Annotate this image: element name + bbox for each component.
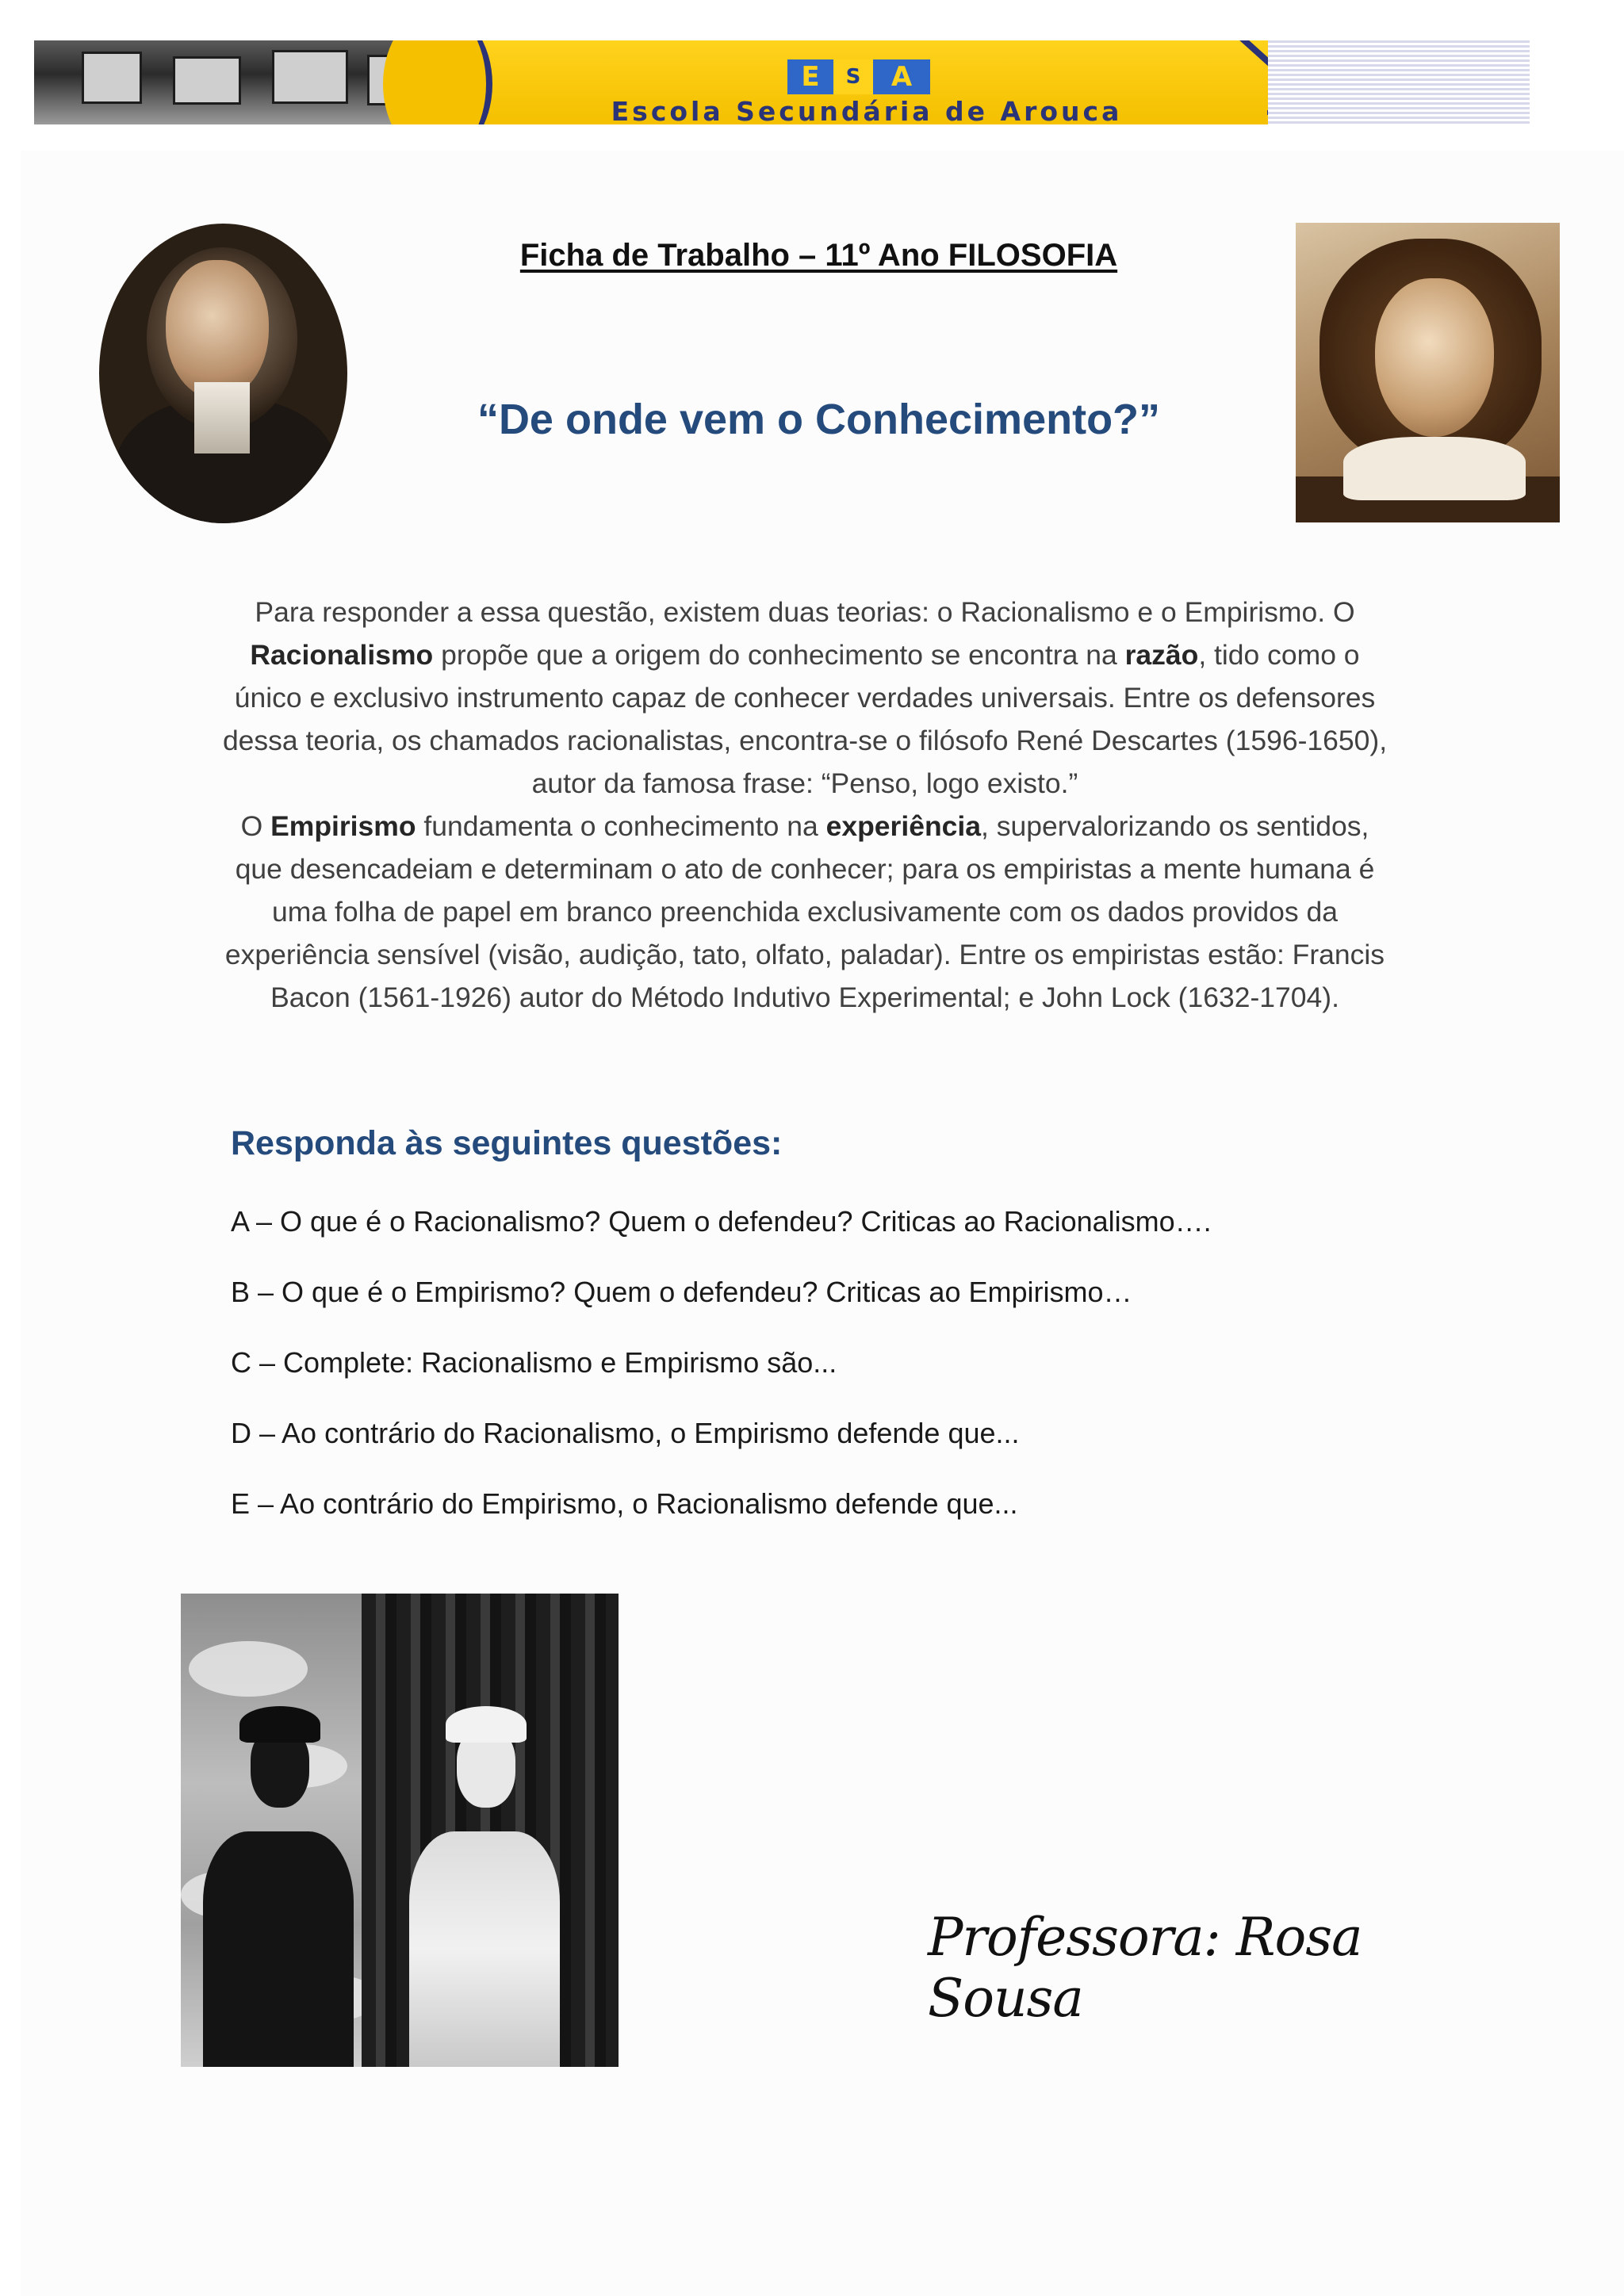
teacher-signature: Professora: Rosa Sousa — [928, 1907, 1362, 2029]
intro-p2-text: O — [240, 810, 271, 842]
worksheet-title: Ficha de Trabalho – 11º Ano FILOSOFIA — [519, 238, 1118, 273]
question-c: C – Complete: Racionalismo e Empirismo são... — [231, 1346, 837, 1379]
banner-curve — [383, 40, 492, 124]
term-experiencia: experiência — [825, 810, 981, 842]
term-racionalismo: Racionalismo — [250, 639, 434, 671]
main-question: “De onde vem o Conhecimento?” — [477, 396, 1161, 443]
question-b: B – O que é o Empirismo? Quem o defendeu? Criticas ao Empirismo… — [231, 1276, 1132, 1308]
question-d: D – Ao contrário do Racionalismo, o Empirismo defende que... — [231, 1417, 1020, 1449]
questions-heading: Responda às seguintes questões: — [231, 1124, 783, 1162]
magritte-painting-image — [181, 1594, 619, 2067]
intro-p1-text: propõe que a origem do conhecimento se encontra na — [433, 639, 1125, 671]
school-name: Escola Secundária de Arouca — [611, 96, 1123, 124]
intro-p2-text: fundamenta o conhecimento na — [416, 810, 826, 842]
esa-logo — [787, 59, 930, 94]
question-e: E – Ao contrário do Empirismo, o Racionalismo defende que... — [231, 1487, 1018, 1520]
intro-p1-text: Para responder a essa questão, existem duas teorias: o Racionalismo e o Empirismo. O — [255, 596, 1355, 628]
esa-logo-a: A — [873, 59, 930, 94]
intro-text — [222, 591, 1388, 1019]
esa-logo-s: S — [833, 59, 873, 94]
term-empirismo: Empirismo — [270, 810, 416, 842]
portrait-john-locke — [99, 224, 347, 523]
banner-stripes — [1268, 40, 1530, 124]
school-banner — [34, 40, 1530, 124]
question-a: A – O que é o Racionalismo? Quem o defendeu? Criticas ao Racionalismo…. — [231, 1205, 1212, 1238]
intro-p2-text: , supervalorizando os sentidos, que desencadeiam e determinam o ato de conhecer; para os empiristas a mente humana é uma folha de papel em branco preenchida exclusivamente com os dados providos da experiência sensível (visão, audição, tato, olfato, paladar). Entre os empiristas estão: Francis Bacon (1561-1926) autor do Método Indutivo Experimental; e John Lock (1632-1704). — [224, 810, 1385, 1013]
esa-logo-e: E — [787, 59, 833, 94]
intro-p1-text: , tido como o único e exclusivo instrumento capaz de conhecer verdades universais. Entre os defensores dessa teoria, os chamados racionalistas, encontra-se o filósofo René Descartes (1596-1650), autor da famosa frase: “Penso, logo existo.” — [222, 639, 1388, 799]
term-razao: razão — [1124, 639, 1199, 671]
portrait-rene-descartes — [1296, 223, 1560, 522]
